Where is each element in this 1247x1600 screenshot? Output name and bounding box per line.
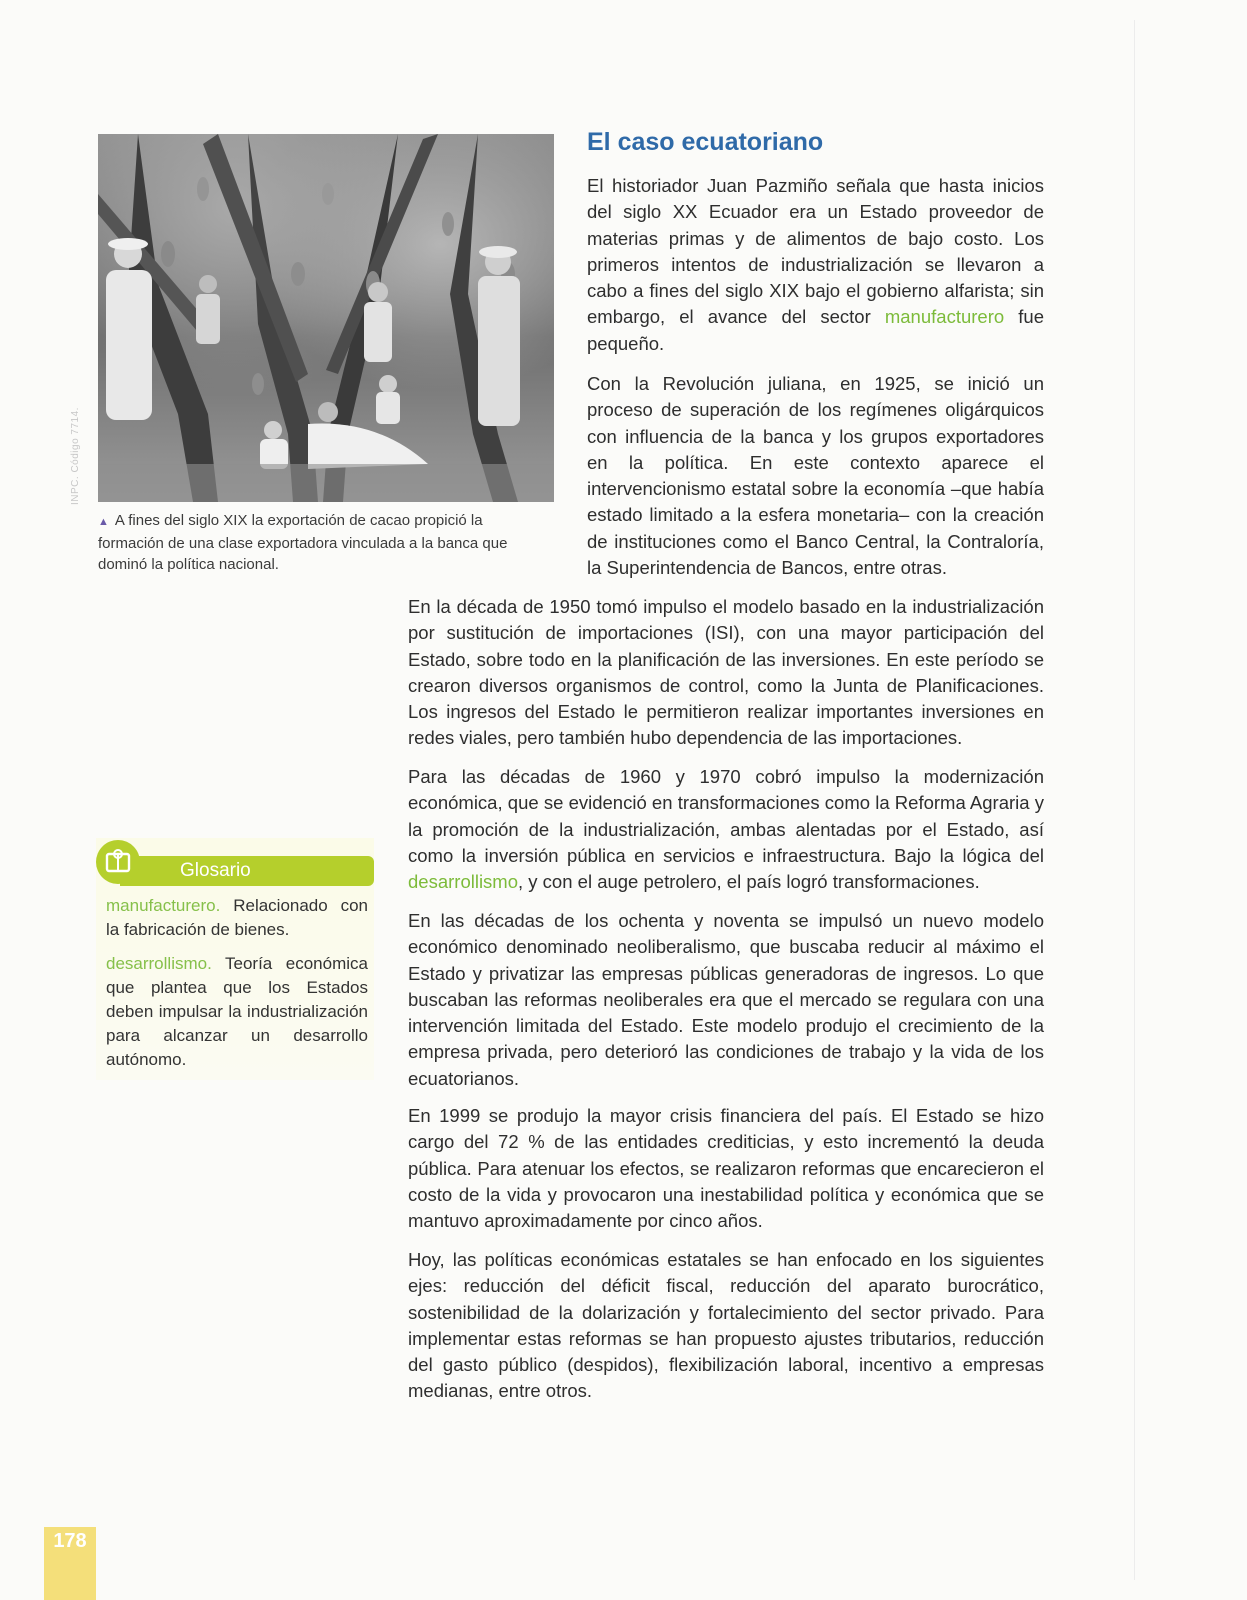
glossary-entry-2	[106, 952, 368, 1072]
paragraph-3: En la década de 1950 tomó impulso el modelo basado en la industrialización por sustitución de importaciones (ISI), con una mayor participación del Estado, sobre todo en la planificación de las inversiones. En este período se crearon diversos organismos de control, como la Junta de Planificaciones. Los ingresos del Estado le permitieron realizar importantes inversiones en redes viales, pero también hubo dependencia de las importaciones.	[408, 596, 1044, 749]
triangle-icon: ▲	[98, 516, 109, 528]
page-edge-line	[1134, 20, 1135, 1580]
paragraph-2: Con la Revolución juliana, en 1925, se inició un proceso de superación de los regímenes oligárquicos con influencia de la banca y los grupos exportadores en la política. En este contexto aparece el intervencionismo estatal sobre la economía –que había estado limitado a la esfera monetaria– con la creación de instituciones como el Banco Central, la Contraloría, la Superintendencia de Bancos, entre otras.	[587, 373, 1044, 579]
photo-illustration	[98, 134, 554, 502]
paragraph-5: En las décadas de los ochenta y noventa se impulsó un nuevo modelo económico denominado neoliberalismo, que buscaba reducir al máximo el Estado y privatizar las empresas públicas generadoras de ingresos. Lo que buscaban las reformas neoliberales era que el mercado se regulara con una intervención limitada del Estado. Este modelo produjo el crecimiento de la empresa privada, pero deterioró las condiciones de trabajo y la vida de los ecuatorianos.	[408, 910, 1044, 1089]
glossary-term-desarrollismo: desarrollismo	[408, 871, 519, 893]
historical-photo-cacao-plantation	[98, 134, 554, 502]
photo-credit: INPC. Código 7714.	[70, 407, 81, 505]
page-number: 178	[53, 1530, 87, 1552]
paragraph-6: En 1999 se produjo la mayor crisis financiera del país. El Estado se hizo cargo del 72 % de las entidades crediticias, y esto incrementó la deuda pública. Para atenuar los efectos, se realizaron reformas que encarecieron el costo de la vida y provocaron una inestabilidad política y económica que se mantuvo aproximadamente por cinco años.	[408, 1105, 1044, 1232]
glossary-entry-definition: Teoría económica que plantea que los Estados deben impulsar la industrialización para alcanzar un desarrollo autónomo.	[106, 954, 368, 1069]
glossary-book-icon	[96, 840, 140, 884]
glossary-entry-term: desarrollismo.	[106, 954, 212, 973]
section-title: El caso ecuatoriano	[587, 128, 824, 156]
paragraph-4-text-b: , y con el auge petrolero, el país logró transformaciones.	[518, 871, 980, 893]
photo-caption	[98, 510, 548, 575]
paragraph-1-text-b: fue pequeño.	[587, 306, 1044, 354]
paragraph-1	[587, 173, 1044, 357]
photo-caption-text: A fines del siglo XIX la exportación de cacao propició la formación de una clase exportadora vinculada a la banca que dominó la política nacional.	[98, 512, 508, 573]
glossary-box	[96, 838, 374, 1080]
glossary-entry-1	[106, 894, 368, 942]
paragraph-1-text-a: El historiador Juan Pazmiño señala que hasta inicios del siglo XX Ecuador era un Estado proveedor de materias primas y de alimentos de bajo costo. Los primeros intentos de industrialización se llevaron a cabo a fines del siglo XIX bajo el gobierno alfarista; sin embargo, el avance del sector	[587, 175, 1044, 328]
glossary-entry-term: manufacturero.	[106, 896, 221, 915]
glossary-entry-definition: Relacionado con la fabricación de bienes.	[106, 896, 368, 939]
glossary-title: Glosario	[180, 860, 251, 881]
paragraph-4	[408, 764, 1044, 895]
paragraph-4-text-a: Para las décadas de 1960 y 1970 cobró impulso la modernización económica, que se evidenció en transformaciones como la Reforma Agraria y la promoción de la industrialización, ambas alentadas por el Estado, así como la inversión pública en servicios e infraestructura. Bajo la lógica del	[408, 766, 1044, 866]
glossary-header-bar	[120, 856, 374, 886]
glossary-term-manufacturero: manufacturero	[884, 306, 1005, 328]
paragraph-7: Hoy, las políticas económicas estatales se han enfocado en los siguientes ejes: reducción del déficit fiscal, reducción del aparato burocrático, sostenibilidad de la dolarización y fortalecimiento del sector privado. Para implementar estas reformas se han propuesto ajustes tributarios, reducción del gasto público (despidos), flexibilización laboral, incentivo a empresas medianas, entre otros.	[408, 1249, 1044, 1402]
